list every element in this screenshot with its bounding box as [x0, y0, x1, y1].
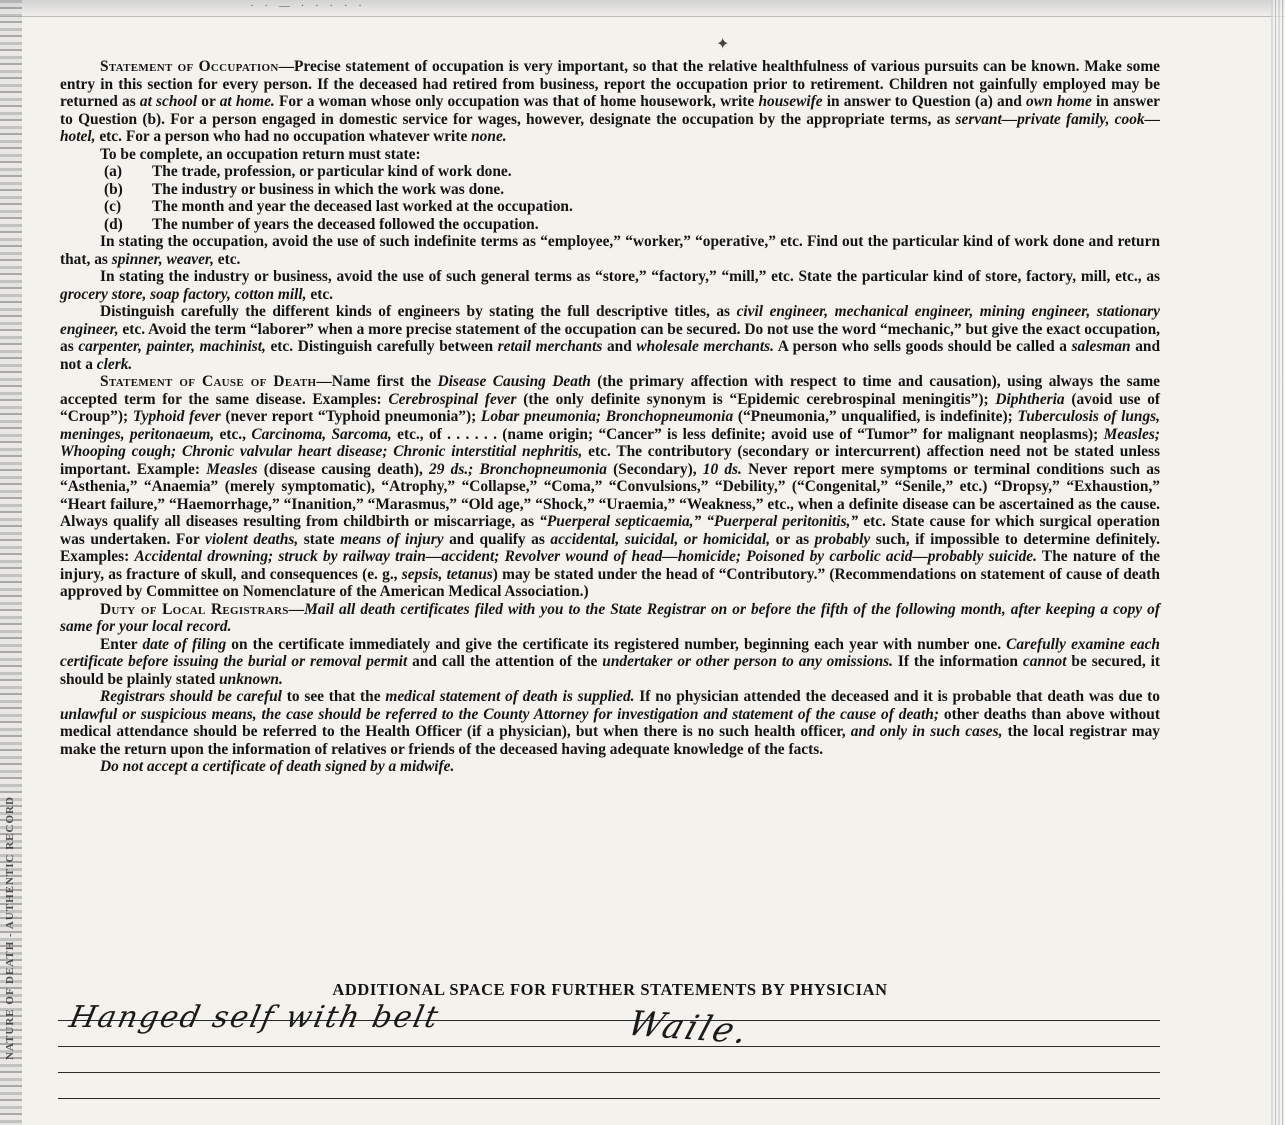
midwife-note: Do not accept a certificate of death signed by a midwife. — [100, 758, 455, 775]
left-edge-text: NATURE OF DEATH - AUTHENTIC RECORD — [4, 796, 16, 1060]
handwritten-statement: Hanged self with belt — [66, 1000, 443, 1035]
instructions-text — [60, 58, 1160, 776]
filing-paragraph: Enter date of filing on the certificate immediately and give the certificate its registered number, beginning each year with number one. Carefully examine each certificate before issuing the burial or removal permit and call the attention of the undertaker or other person to any omissions. If the information cannot be secured, it should be plainly stated unknown. — [60, 635, 1161, 688]
list-item: (d) The number of years the deceased followed the occupation. — [104, 215, 539, 233]
occupation-requirements-list — [104, 163, 1160, 233]
writing-line-3 — [58, 1072, 1160, 1073]
indefinite-terms-paragraph: In stating the occupation, avoid the use of such indefinite terms as “employee,” “worker,” “operative,” etc. Find out the particular kind of work done and return that, as spinner, weaver, etc. — [60, 233, 1160, 268]
list-item: (a) The trade, profession, or particular kind of work done. — [104, 163, 512, 180]
physician-signature: Waile. — [622, 1003, 757, 1053]
registrars-paragraph: Registrars should be careful to see that the medical statement of death is supplied. If no physician attended the deceased and it is probable that death was due to unlawful or suspicious means, the case should be referred to the County Attorney for investigation and statement of the cause of death; other deaths than above without medical attendance should be referred to the Health Officer (if a physician), but when there is no such health officer, and only in such cases, the local registrar may make the return upon the information of relatives or friends of the deceased having adequate knowledge of the facts. — [60, 688, 1161, 758]
cause-of-death-paragraph: Statement of Cause of Death—Name first the Disease Causing Death (the primary affection with respect to time and causation), using always the same accepted term for the same disease. Examples: Cerebrospinal fever (the only definite synonym is “Epidemic cerebrospinal meningitis”); Diphtheria (avoid use of “Croup”); Typhoid fever (never report “Typhoid pneumonia”); Lobar pneumonia; Bronchopneumonia (“Pneumonia,” unqualified, is indefinite); Tuberculosis of lungs, meninges, peritonaeum, etc., Carcinoma, Sarcoma, etc., of . . . . . . (name origin; “Cancer” is less definite; avoid use of “Tumor” for malignant neoplasms); Measles; Whooping cough; Chronic valvular heart disease; Chronic interstitial nephritis, etc. The contributory (secondary or intercurrent) affection need not be stated unless important. Example: Measles (disease causing death), 29 ds.; Bronchopneumonia (Secondary), 10 ds. Never report mere symptoms or terminal conditions such as “Asthenia,” “Anaemia” (merely symptomatic), “Atrophy,” “Collapse,” “Coma,” “Convulsions,” “Debility,” (“Congenital,” “Senile,” etc.) “Dropsy,” “Exhaustion,” “Heart failure,” “Haemorrhage,” “Inanition,” “Marasmus,” “Old age,” “Shock,” “Uraemia,” “Weakness,” etc., when a definite disease can be ascertained as the cause. Always qualify all diseases resulting from childbirth or miscarriage, as “Puerperal septicaemia,” “Puerperal peritonitis,” etc. State cause for which surgical operation was undertaken. For violent deaths, state means of injury and qualify as accidental, suicidal, or homicidal, or as probably such, if impossible to determine definitely. Examples: Accidental drowning; struck by railway train—accident; Revolver wound of head—homicide; Poisoned by carbolic acid—probably suicide. The nature of the injury, as fracture of skull, and consequences (e. g., sepsis, tetanus) may be stated under the head of “Contributory.” (Recommendations on statement of cause of death approved by Committee on Nomenclature of the American Medical Association.) — [60, 373, 1161, 600]
additional-space-title: ADDITIONAL SPACE FOR FURTHER STATEMENTS BY PHYSICIAN — [332, 980, 888, 999]
scan-top-edge — [0, 0, 1285, 17]
engineers-paragraph: Distinguish carefully the different kinds of engineers by stating the full descriptive titles, as civil engineer, mechanical engineer, mining engineer, stationary engineer, etc. Avoid the term “laborer” when a more precise statement of the occupation can be secured. Do not use the word “mechanic,” but give the exact occupation, as carpenter, painter, machinist, etc. Distinguish carefully between retail merchants and wholesale merchants. A person who sells goods should be called a salesman and not a clerk. — [60, 303, 1161, 373]
occupation-heading: Statement of Occupation — [100, 58, 279, 75]
ink-speck: ✦ — [716, 36, 730, 53]
list-item: (b) The industry or business in which the work was done. — [104, 180, 505, 198]
complete-intro: To be complete, an occupation return must state: — [100, 145, 421, 163]
occupation-paragraph: Statement of Occupation—Precise statement of occupation is very important, so that the relative healthfulness of various pursuits can be known. Make some entry in this section for every person. If the deceased had retired from business, report the occupation prior to retirement. Children not gainfully employed may be returned as at school or at home. For a woman whose only occupation was that of home housework, write housewife in answer to Question (a) and own home in answer to Question (b). For a person engaged in domestic service for wages, however, designate the occupation by the appropriate terms, as servant—private family, cook—hotel, etc. For a person who had no occupation whatever write none. — [60, 58, 1160, 145]
scan-right-edge — [1271, 0, 1285, 1125]
industry-paragraph: In stating the industry or business, avoid the use of such general terms as “store,” “factory,” “mill,” etc. State the particular kind of store, factory, mill, etc., as grocery store, soap factory, cotton mill, etc. — [60, 268, 1160, 303]
cause-heading: Statement of Cause of Death — [100, 373, 317, 390]
writing-line-2 — [58, 1046, 1160, 1047]
writing-line-4 — [58, 1098, 1160, 1099]
duty-heading: Duty of Local Registrars — [100, 600, 289, 618]
duty-paragraph: Duty of Local Registrars—Mail all death certificates filed with you to the State Registrar on or before the fifth of the following month, after keeping a copy of same for your local record. — [60, 600, 1160, 635]
top-edge-marks: · · — · · · · · — [250, 0, 366, 12]
list-item: (c) The month and year the deceased last worked at the occupation. — [104, 198, 573, 215]
